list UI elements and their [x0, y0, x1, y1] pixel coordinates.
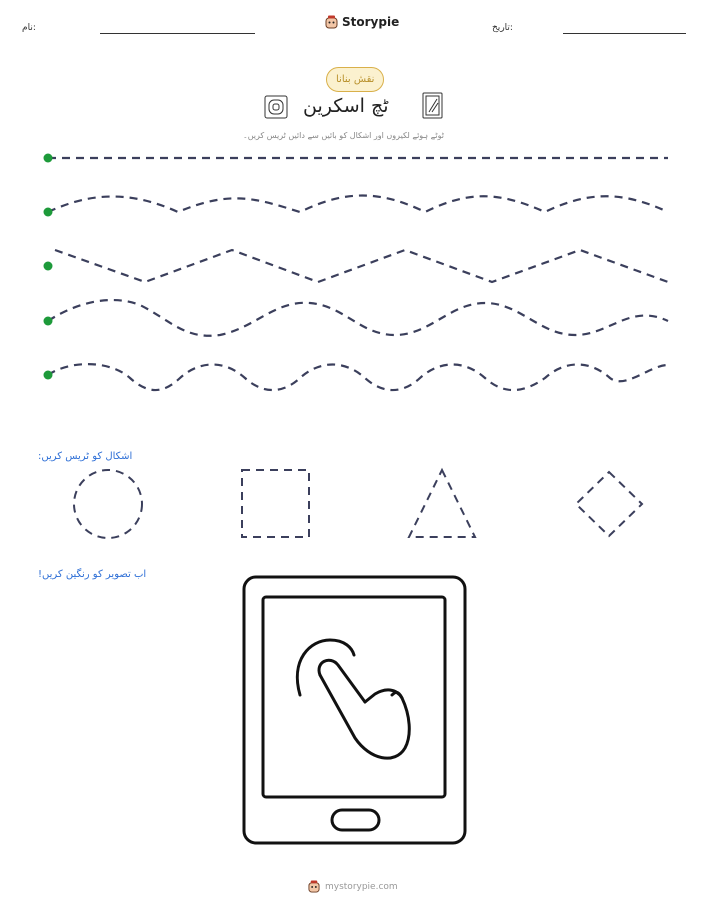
trace-shape-circle[interactable] [74, 470, 142, 538]
footer-site-link[interactable]: mystorypie.com [325, 881, 398, 892]
page-title: ٹچ اسکرین [303, 95, 389, 117]
trace-shape-diamond[interactable] [576, 472, 642, 536]
start-dot [44, 371, 53, 380]
footer [308, 880, 398, 893]
storypie-mascot-icon [308, 880, 320, 893]
date-label: تاریخ: [492, 23, 513, 33]
tablet-icon [423, 93, 442, 118]
trace-shape-square[interactable] [242, 470, 309, 537]
name-label: نام: [22, 23, 36, 33]
tablet-touch-picture[interactable] [244, 577, 465, 843]
start-dot [44, 262, 53, 271]
instructions-text: ٹوٹے ہوئے لکیروں اور اشکال کو بائیں سے دائیں ٹریس کریں۔ [243, 131, 444, 140]
shapes-section-label: اشکال کو ٹریس کریں: [38, 451, 133, 462]
category-badge: نقش بنانا [326, 67, 384, 92]
trace-line-straight[interactable] [44, 154, 669, 163]
target-icon [265, 96, 287, 118]
brand-name: Storypie [342, 15, 400, 29]
start-dot [44, 317, 53, 326]
trace-line-wave-2[interactable] [44, 300, 669, 336]
trace-shape-triangle[interactable] [409, 470, 475, 537]
coloring-section-label: اب تصویر کو رنگین کریں! [38, 569, 147, 580]
trace-line-zigzag[interactable] [44, 250, 669, 282]
trace-line-wave-3[interactable] [44, 364, 669, 390]
start-dot [44, 208, 53, 217]
trace-line-wave-1[interactable] [44, 196, 669, 217]
start-dot [44, 154, 53, 163]
